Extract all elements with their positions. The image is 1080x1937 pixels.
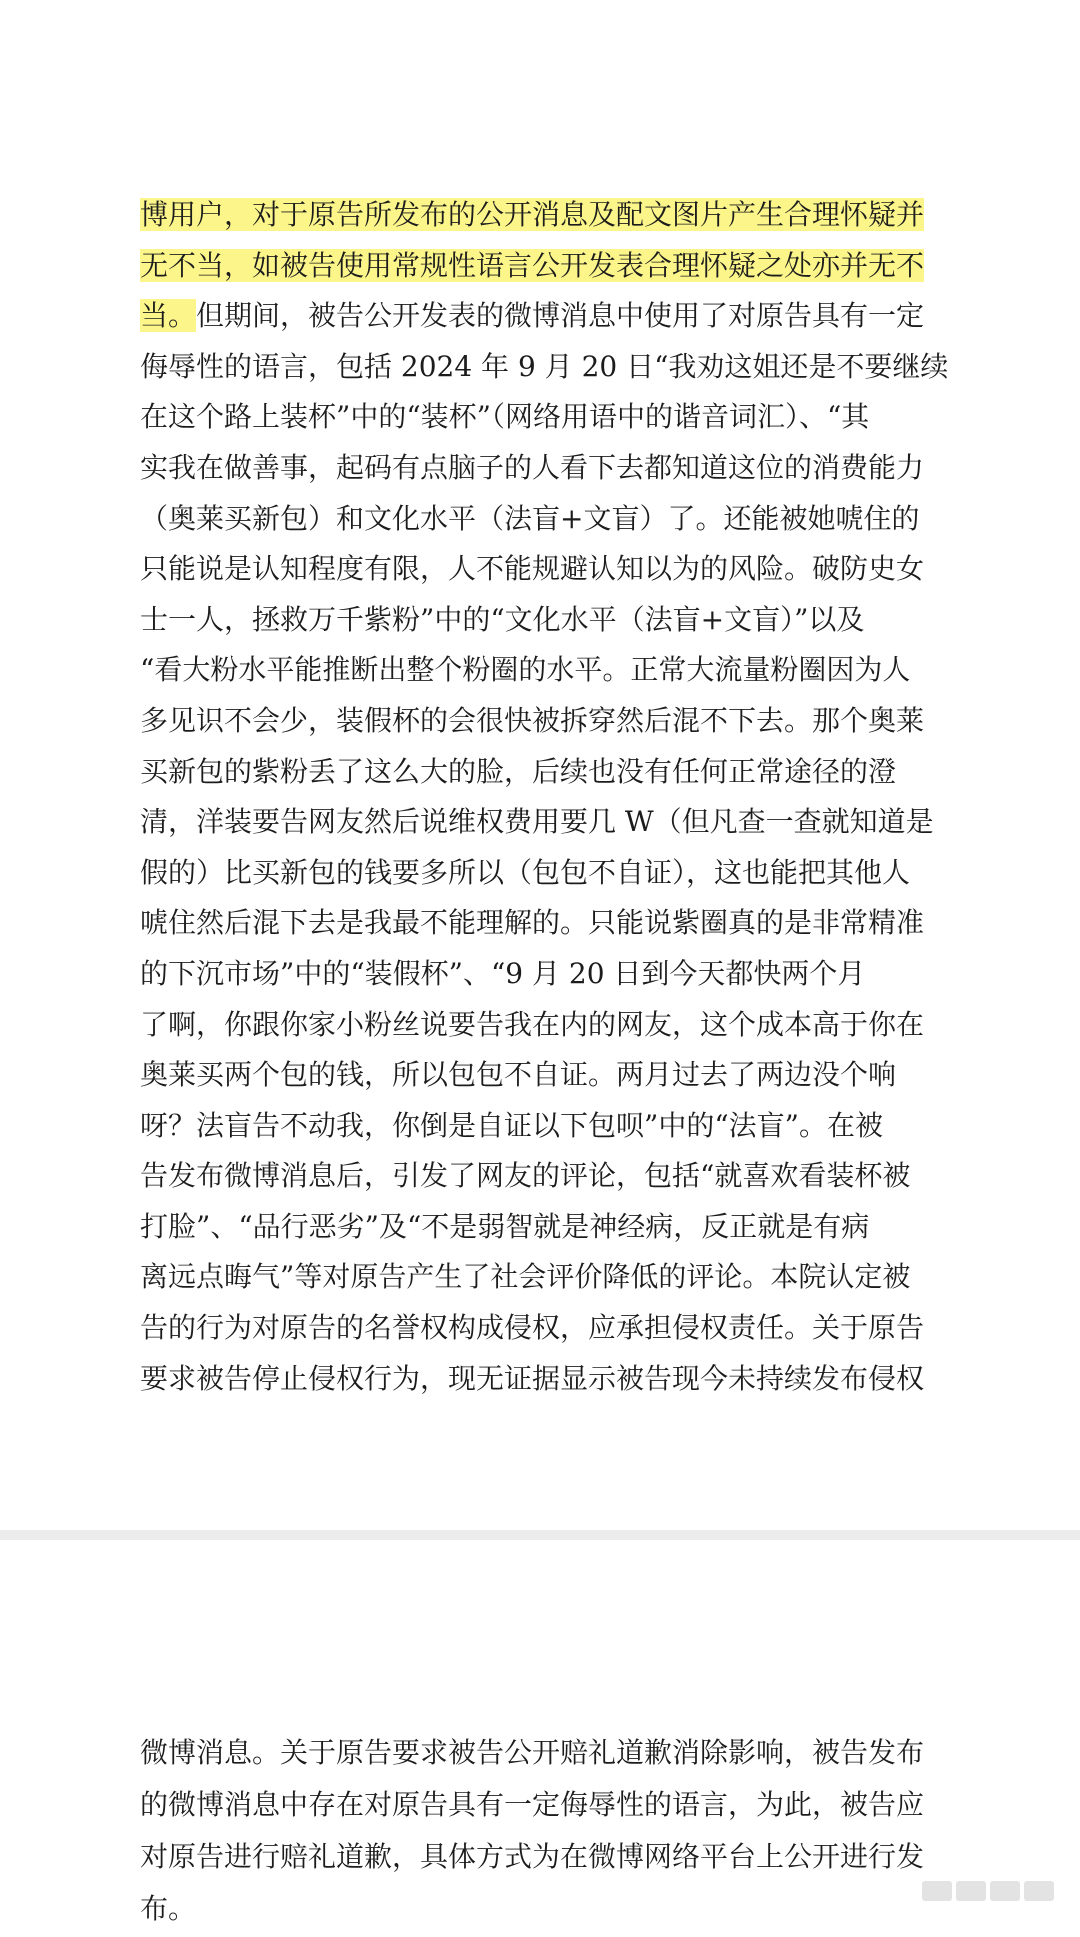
text-line: [140, 242, 950, 290]
line-text: 告的行为对原告的名誉权构成侵权，应承担侵权责任。关于原告: [140, 1311, 925, 1345]
line-text: 的下沉市场”中的“装假杯”、“9 月 20 日到今天都快两个月: [140, 956, 866, 990]
highlighted-text: 无不当，如被告使用常规性语言公开发表合理怀疑之处亦并无不: [140, 248, 925, 282]
line-text: 离远点晦气”等对原告产生了社会评价降低的评论。本院认定被: [140, 1260, 911, 1294]
line-text: 奥莱买两个包的钱，所以包包不自证。两月过去了两边没个响: [140, 1058, 897, 1092]
text-line: [140, 343, 950, 391]
line-text: 士一人，拯救万千紫粉”中的“文化水平（法盲+文盲）”以及: [140, 602, 865, 636]
text-line: [140, 1001, 950, 1049]
line-text: 假的）比买新包的钱要多所以（包包不自证），这也能把其他人: [140, 855, 911, 889]
text-line: [140, 191, 950, 239]
text-line: [140, 1051, 950, 1099]
line-text: 要求被告停止侵权行为，现无证据显示被告现今未持续发布侵权: [140, 1361, 925, 1395]
line-text: “看大粉水平能推断出整个粉圈的水平。正常大流量粉圈因为人: [140, 653, 911, 687]
line-text: 只能说是认知程度有限，人不能规避认知以为的风险。破防史女: [140, 552, 925, 586]
line-text: 清，洋装要告网友然后说维权费用要几 W（但凡查一查就知道是: [140, 805, 934, 839]
text-line: 布。: [140, 1892, 197, 1925]
text-line: [140, 1203, 950, 1251]
page-2-paragraph: [140, 1729, 950, 1937]
line-text: 多见识不会少，装假杯的会很快被拆穿然后混不下去。那个奥莱: [140, 703, 925, 737]
highlighted-text: 当。: [140, 299, 197, 333]
line-text: 呀？法盲告不动我，你倒是自证以下包呗”中的“法盲”。在被: [140, 1108, 883, 1142]
line-text: 了啊，你跟你家小粉丝说要告我在内的网友，这个成本高于你在: [140, 1007, 925, 1041]
text-line: [140, 1152, 950, 1200]
text-line: [140, 596, 950, 644]
text-line: [140, 393, 950, 441]
text-line: [140, 899, 950, 947]
watermark-logo: [918, 1881, 1056, 1907]
text-line: [140, 950, 950, 998]
line-text: 唬住然后混下去是我最不能理解的。只能说紫圈真的是非常精准: [140, 906, 925, 940]
text-line: [140, 1102, 950, 1150]
text-line: [140, 1253, 950, 1301]
text-line: 微博消息。关于原告要求被告公开赔礼道歉消除影响，被告发布: [140, 1736, 925, 1769]
highlighted-text: 博用户，对于原告所发布的公开消息及配文图片产生合理怀疑并: [140, 198, 925, 231]
text-line: [140, 545, 950, 593]
text-line: [140, 748, 950, 796]
line-text: 告发布微博消息后，引发了网友的评论，包括“就喜欢看装杯被: [140, 1159, 911, 1193]
text-line: [140, 1355, 950, 1403]
line-text: 实我在做善事，起码有点脑子的人看下去都知道这位的消费能力: [140, 450, 925, 484]
text-line: [140, 495, 950, 543]
line-text: 在这个路上装杯”中的“装杯”（网络用语中的谐音词汇）、“其: [140, 400, 870, 434]
text-line: [140, 444, 950, 492]
text-line: [140, 849, 950, 897]
page-1-paragraph: [140, 191, 950, 1405]
line-text: 但期间，被告公开发表的微博消息中使用了对原告具有一定: [196, 299, 925, 333]
text-line: [140, 697, 950, 745]
text-line: [140, 1304, 950, 1352]
line-text: 买新包的紫粉丢了这么大的脸，后续也没有任何正常途径的澄: [140, 754, 897, 788]
line-text: 侮辱性的语言，包括 2024 年 9 月 20 日“我劝这姐还是不要继续: [140, 349, 949, 383]
line-text: （奥莱买新包）和文化水平（法盲+文盲）了。还能被她唬住的: [140, 501, 920, 535]
text-line: [140, 798, 950, 846]
text-line: 的微博消息中存在对原告具有一定侮辱性的语言，为此，被告应: [140, 1788, 925, 1821]
text-line: 对原告进行赔礼道歉，具体方式为在微博网络平台上公开进行发: [140, 1840, 925, 1873]
line-text: 打脸”、“品行恶劣”及“不是弱智就是神经病，反正就是有病: [140, 1209, 870, 1243]
text-line: [140, 292, 950, 340]
text-line: [140, 646, 950, 694]
page-separator: [0, 1530, 1080, 1540]
